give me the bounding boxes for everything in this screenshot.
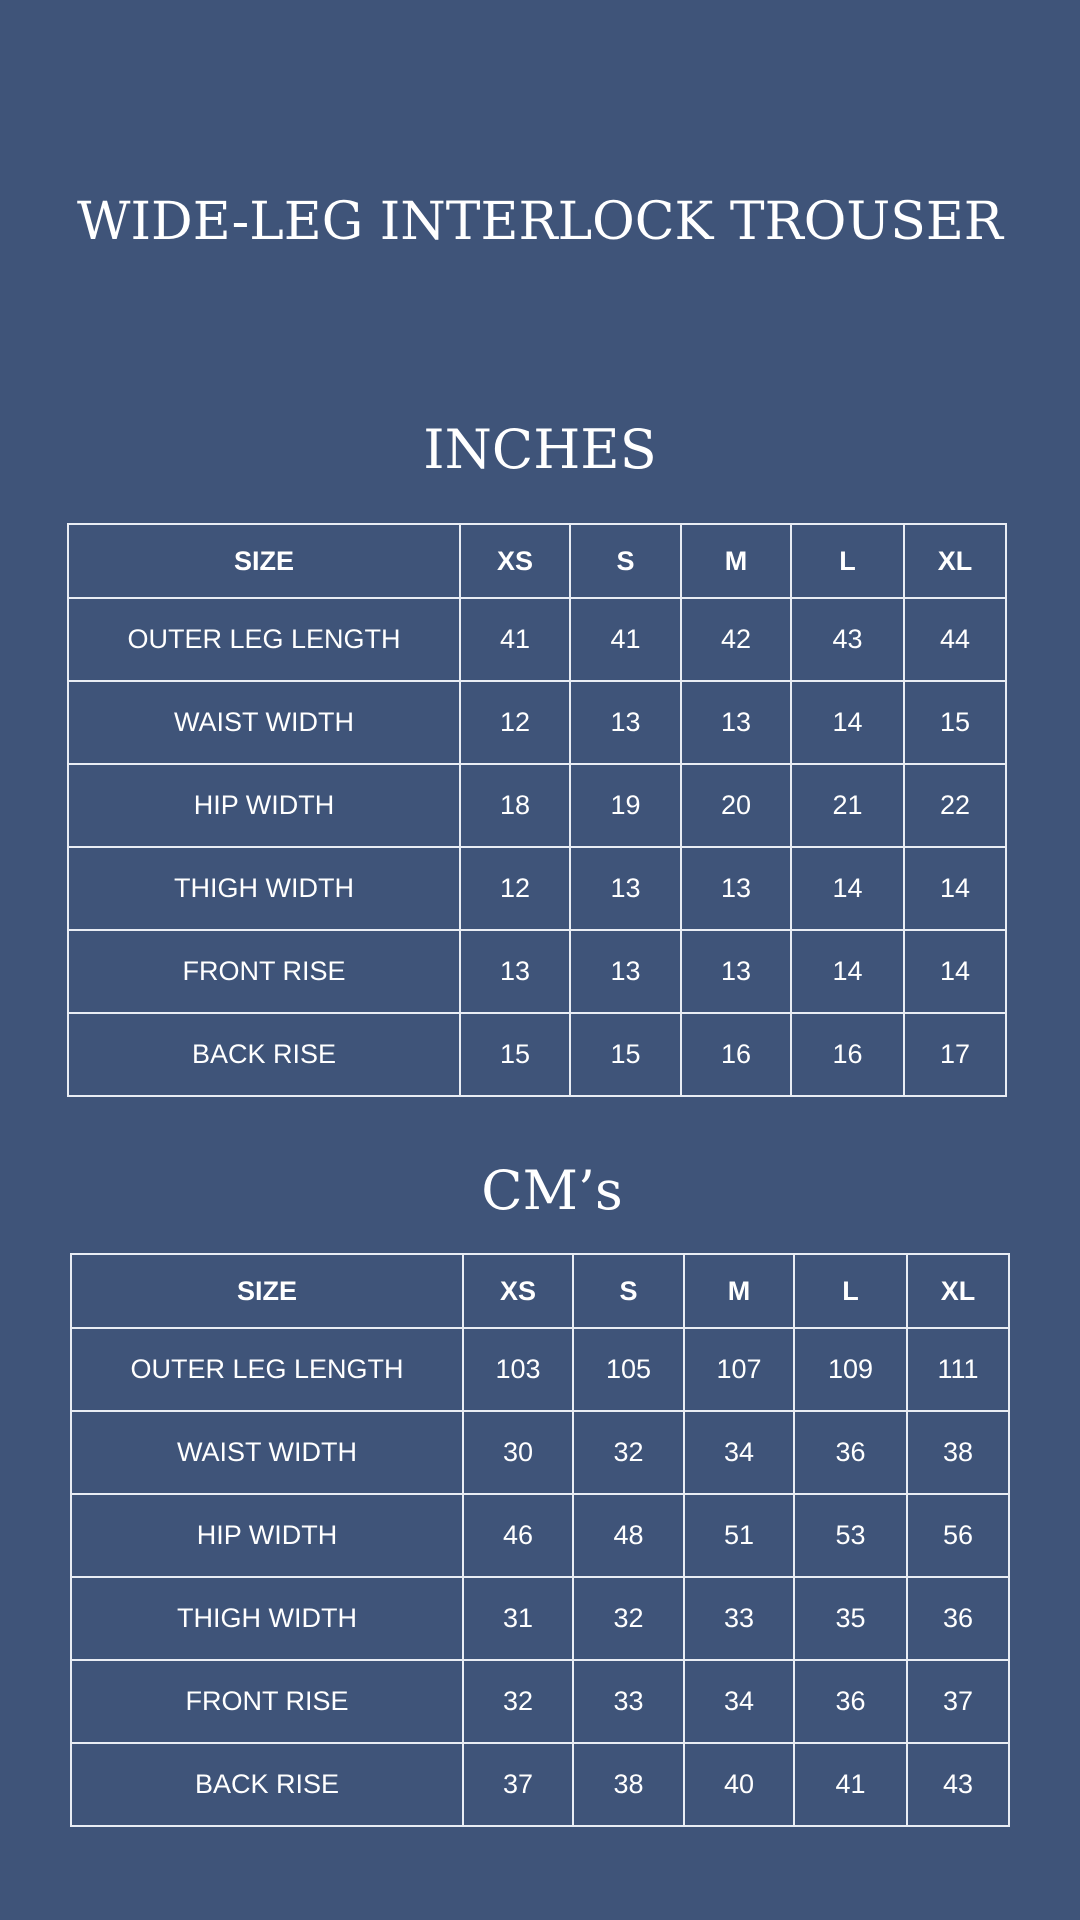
header-cell: M xyxy=(681,524,791,598)
table-row xyxy=(71,1411,1009,1494)
value-cell: 36 xyxy=(794,1411,907,1494)
value-cell: 13 xyxy=(460,930,570,1013)
value-cell: 41 xyxy=(794,1743,907,1826)
row-label-cell: WAIST WIDTH xyxy=(68,681,460,764)
table-row xyxy=(71,1328,1009,1411)
value-cell: 42 xyxy=(681,598,791,681)
row-label-cell: HIP WIDTH xyxy=(68,764,460,847)
value-cell: 109 xyxy=(794,1328,907,1411)
header-cell: XL xyxy=(907,1254,1009,1328)
value-cell: 15 xyxy=(570,1013,681,1096)
value-cell: 14 xyxy=(791,930,904,1013)
value-cell: 51 xyxy=(684,1494,794,1577)
value-cell: 13 xyxy=(681,847,791,930)
table-header-row xyxy=(68,524,1006,598)
value-cell: 31 xyxy=(463,1577,573,1660)
inches-heading: INCHES xyxy=(423,418,657,481)
value-cell: 33 xyxy=(573,1660,684,1743)
value-cell: 32 xyxy=(573,1411,684,1494)
header-cell: SIZE xyxy=(71,1254,463,1328)
value-cell: 111 xyxy=(907,1328,1009,1411)
value-cell: 14 xyxy=(904,930,1006,1013)
row-label-cell: THIGH WIDTH xyxy=(68,847,460,930)
value-cell: 33 xyxy=(684,1577,794,1660)
value-cell: 37 xyxy=(907,1660,1009,1743)
table-row xyxy=(68,930,1006,1013)
value-cell: 48 xyxy=(573,1494,684,1577)
value-cell: 20 xyxy=(681,764,791,847)
value-cell: 19 xyxy=(570,764,681,847)
inches-size-table xyxy=(67,523,1007,1097)
header-cell: M xyxy=(684,1254,794,1328)
value-cell: 22 xyxy=(904,764,1006,847)
table-row xyxy=(68,1013,1006,1096)
value-cell: 13 xyxy=(681,930,791,1013)
value-cell: 38 xyxy=(573,1743,684,1826)
header-cell: S xyxy=(570,524,681,598)
value-cell: 14 xyxy=(791,681,904,764)
value-cell: 44 xyxy=(904,598,1006,681)
value-cell: 18 xyxy=(460,764,570,847)
value-cell: 53 xyxy=(794,1494,907,1577)
value-cell: 13 xyxy=(570,847,681,930)
value-cell: 56 xyxy=(907,1494,1009,1577)
row-label-cell: HIP WIDTH xyxy=(71,1494,463,1577)
table-row xyxy=(71,1577,1009,1660)
value-cell: 35 xyxy=(794,1577,907,1660)
value-cell: 103 xyxy=(463,1328,573,1411)
value-cell: 12 xyxy=(460,847,570,930)
row-label-cell: OUTER LEG LENGTH xyxy=(71,1328,463,1411)
value-cell: 105 xyxy=(573,1328,684,1411)
cms-size-table xyxy=(70,1253,1010,1827)
value-cell: 13 xyxy=(570,681,681,764)
row-label-cell: WAIST WIDTH xyxy=(71,1411,463,1494)
value-cell: 21 xyxy=(791,764,904,847)
header-cell: XS xyxy=(460,524,570,598)
value-cell: 16 xyxy=(791,1013,904,1096)
header-cell: XL xyxy=(904,524,1006,598)
row-label-cell: OUTER LEG LENGTH xyxy=(68,598,460,681)
value-cell: 15 xyxy=(904,681,1006,764)
value-cell: 40 xyxy=(684,1743,794,1826)
header-cell: L xyxy=(791,524,904,598)
value-cell: 32 xyxy=(573,1577,684,1660)
value-cell: 34 xyxy=(684,1411,794,1494)
value-cell: 41 xyxy=(570,598,681,681)
value-cell: 30 xyxy=(463,1411,573,1494)
header-cell: L xyxy=(794,1254,907,1328)
value-cell: 107 xyxy=(684,1328,794,1411)
table-row xyxy=(68,847,1006,930)
table-row xyxy=(68,681,1006,764)
value-cell: 13 xyxy=(681,681,791,764)
row-label-cell: BACK RISE xyxy=(71,1743,463,1826)
value-cell: 36 xyxy=(907,1577,1009,1660)
value-cell: 34 xyxy=(684,1660,794,1743)
row-label-cell: THIGH WIDTH xyxy=(71,1577,463,1660)
table-row xyxy=(68,764,1006,847)
table-row xyxy=(71,1660,1009,1743)
value-cell: 38 xyxy=(907,1411,1009,1494)
table-row xyxy=(71,1494,1009,1577)
row-label-cell: FRONT RISE xyxy=(68,930,460,1013)
table-header-row xyxy=(71,1254,1009,1328)
value-cell: 36 xyxy=(794,1660,907,1743)
row-label-cell: FRONT RISE xyxy=(71,1660,463,1743)
value-cell: 14 xyxy=(904,847,1006,930)
value-cell: 43 xyxy=(907,1743,1009,1826)
value-cell: 37 xyxy=(463,1743,573,1826)
value-cell: 46 xyxy=(463,1494,573,1577)
value-cell: 16 xyxy=(681,1013,791,1096)
value-cell: 17 xyxy=(904,1013,1006,1096)
table-row xyxy=(71,1743,1009,1826)
value-cell: 14 xyxy=(791,847,904,930)
value-cell: 43 xyxy=(791,598,904,681)
value-cell: 12 xyxy=(460,681,570,764)
page-title: WIDE-LEG INTERLOCK TROUSER xyxy=(77,192,1003,252)
header-cell: SIZE xyxy=(68,524,460,598)
value-cell: 41 xyxy=(460,598,570,681)
value-cell: 32 xyxy=(463,1660,573,1743)
header-cell: XS xyxy=(463,1254,573,1328)
table-row xyxy=(68,598,1006,681)
value-cell: 13 xyxy=(570,930,681,1013)
row-label-cell: BACK RISE xyxy=(68,1013,460,1096)
cms-heading: CM’s xyxy=(481,1159,623,1222)
header-cell: S xyxy=(573,1254,684,1328)
value-cell: 15 xyxy=(460,1013,570,1096)
